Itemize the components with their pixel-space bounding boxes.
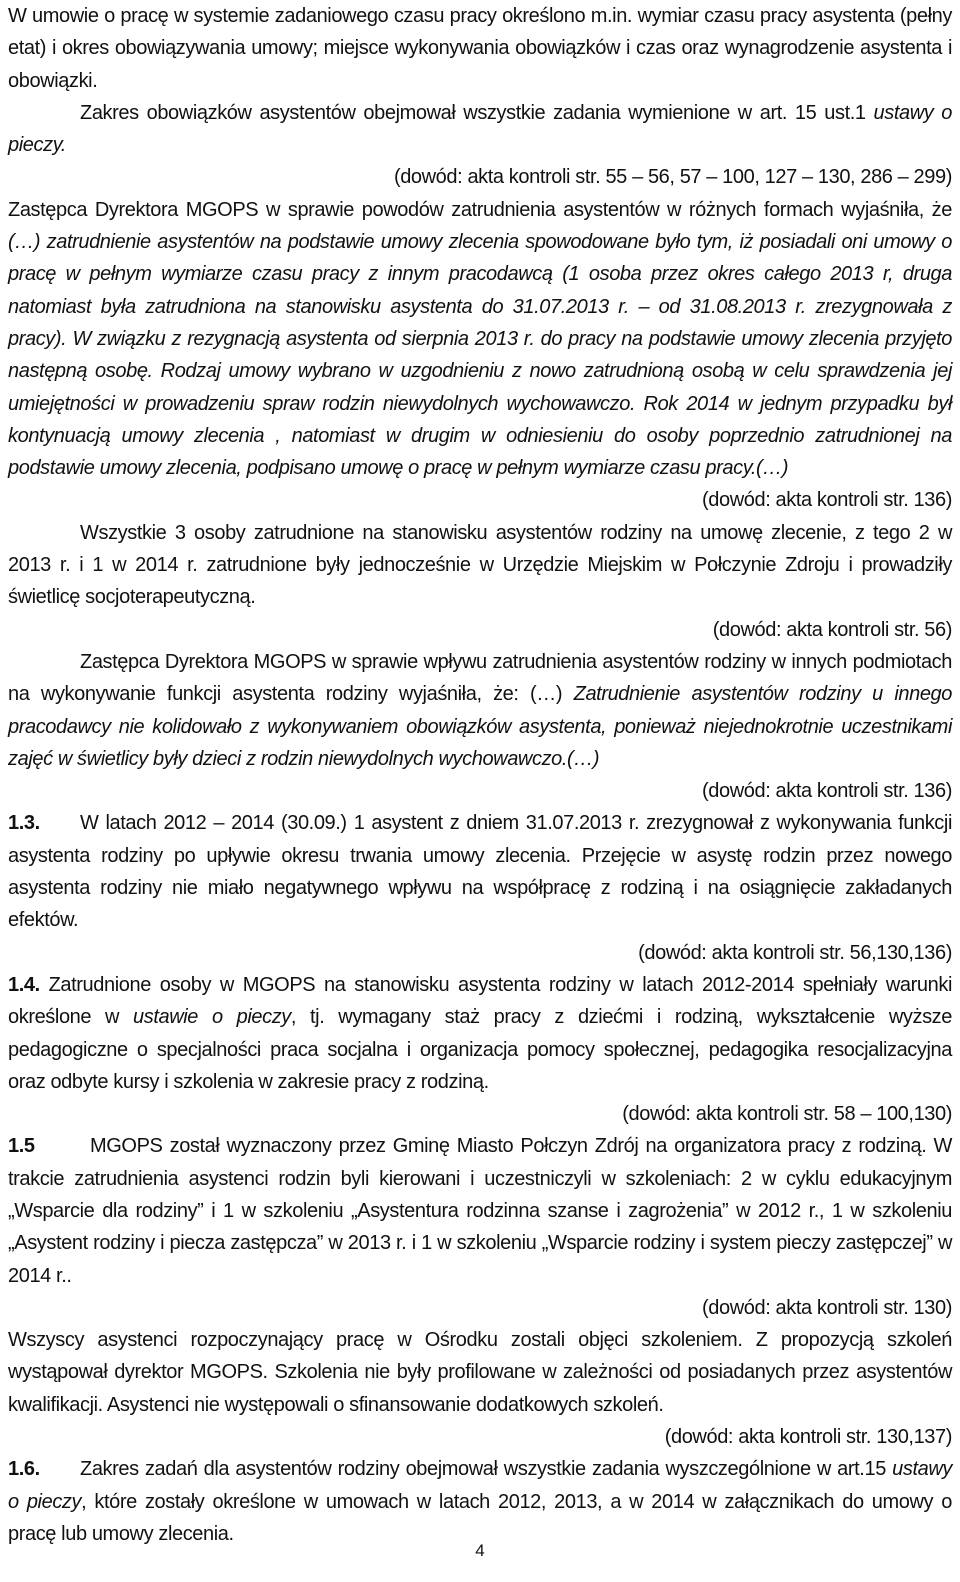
section-text: MGOPS został wyznaczony przez Gminę Miasto Połczyn Zdrój na organizatora pracy z rodziną. W trakcie zatrudnienia asystenci rodzin byli kierowani i uczestniczyli w szkoleniach: 2 w cyklu edukacyjnym „Wsparcie dla rodziny” i 1 w szkoleniu „Asystentura rodzinna szanse i zagrożenia” w 2012 r., 1 w szkoleniu „Asystent rodziny i piecza zastępcza” w 2013 r. i 1 w szkoleniu „Wsparcie rodziny i system pieczy zastępczej” w 2014 r.. — [8, 1135, 952, 1287]
paragraph-deputy-explanation — [8, 194, 952, 485]
section-number: 1.3. — [8, 812, 40, 835]
section-1-3 — [8, 807, 952, 936]
section-number: 1.6. — [8, 1458, 40, 1481]
duties-text: Zakres obowiązków asystentów obejmował wszystkie zadania wymienione w art. 15 ust.1 — [80, 101, 874, 124]
act-reference: ustawy o pieczy. — [8, 101, 952, 157]
explanation-quote: (…) zatrudnienie asystentów na podstawie umowy zlecenia spowodowane było tym, iż posiadali oni umowy o pracę w pełnym wymiarze czasu pracy z innym pracodawcą (1 osoba przez okres całego 2013 r, druga natomiast była zatrudniona na stanowisku asystenta do 31.07.2013 r. – od 31.08.2013 r. zrezygnowała z pracy). W związku z rezygnacją asystenta od sierpnia 2013 r. do pracy na podstawie umowy zlecenia przyjęto następną osobę. Rodzaj umowy wybrano w uzgodnieniu z nowo zatrudnioną osobą w celu sprawdzenia jej umiejętności w prowadzeniu spraw rodzin niewydolnych wychowawczo. Rok 2014 w jednym przypadku był kontynuacją umowy zlecenia , natomiast w drugim w odniesieniu do osoby poprzednio zatrudnionej na podstawie umowy zlecenia, podpisano umowę o pracę w pełnym wymiarze czasu pracy.(…) — [8, 231, 952, 480]
act-reference: ustawy o pieczy — [8, 1458, 952, 1513]
section-text: Zatrudnione osoby w MGOPS na stanowisku asystenta rodziny w latach 2012-2014 spełniały warunki określone w — [8, 973, 952, 1029]
page-number: 4 — [475, 1541, 485, 1560]
act-reference: ustawie o pieczy — [133, 1006, 291, 1029]
evidence-note-8: (dowód: akta kontroli str. 130,137) — [664, 1426, 952, 1449]
section-text: Zakres zadań dla asystentów rodziny obejmował wszystkie zadania wyszczególnione w art.15 — [80, 1458, 893, 1481]
other-employer-intro: Zastępca Dyrektora MGOPS w sprawie wpływu zatrudnienia asystentów rodziny w innych podmiotach na wykonywanie funkcji asystenta rodziny wyjaśniła, że: (…) — [8, 650, 952, 706]
paragraph-duties-scope — [8, 97, 952, 162]
evidence-note-7: (dowód: akta kontroli str. 130) — [702, 1296, 952, 1319]
paragraph-trainings: Wszyscy asystenci rozpoczynający pracę w Ośrodku zostali objęci szkoleniem. Z propozycją szkoleń wystąpował dyrektor MGOPS. Szkolenia nie były profilowane w zależności od posiadanych przez asystentów kwalifikacji. Asystenci nie występowali o sfinansowanie dodatkowych szkoleń. — [8, 1329, 952, 1416]
evidence-note-5: (dowód: akta kontroli str. 56,130,136) — [638, 941, 952, 964]
evidence-note-3: (dowód: akta kontroli str. 56) — [712, 618, 952, 641]
evidence-note-4: (dowód: akta kontroli str. 136) — [702, 780, 952, 803]
section-text: W latach 2012 – 2014 (30.09.) 1 asystent z dniem 31.07.2013 r. zrezygnował z wykonywania funkcji asystenta rodziny po upływie okresu trwania umowy zlecenia. Przejęcie w asystę rodzin przez nowego asystenta rodziny nie miało negatywnego wpływu na współpracę z rodziną i na osiągnięcie zakładanych efektów. — [8, 812, 952, 932]
paragraph-employment-contract: W umowie o pracę w systemie zadaniowego czasu pracy określono m.in. wymiar czasu pracy asystenta (pełny etat) i okres obowiązywania umowy; miejsce wykonywania obowiązków i czas oraz wynagrodzenie asystenta i obowiązki. — [8, 5, 952, 92]
section-1-6 — [8, 1453, 952, 1550]
section-number: 1.5 — [8, 1135, 35, 1158]
section-number: 1.4. — [8, 973, 40, 996]
explanation-intro: Zastępca Dyrektora MGOPS w sprawie powodów zatrudnienia asystentów w różnych formach wyjaśniła, że — [8, 198, 952, 221]
section-1-5 — [8, 1130, 952, 1291]
paragraph-other-employer — [8, 646, 952, 775]
paragraph-three-persons: Wszystkie 3 osoby zatrudnione na stanowisku asystentów rodziny na umowę zlecenie, z tego 2 w 2013 r. i 1 w 2014 r. zatrudnione były jednocześnie w Urzędzie Miejskim w Połczynie Zdroju i prowadziły świetlicę socjoterapeutyczną. — [8, 521, 952, 609]
section-1-4 — [8, 969, 952, 1098]
section-text-cont: , tj. wymagany staż pracy z dziećmi i rodziną, wykształcenie wyższe pedagogiczne o specjalności praca socjalna i organizacja pomocy społecznej, pedagogika resocjalizacyjna oraz odbyte kursy i szkolenia w zakresie pracy z rodziną. — [8, 1006, 952, 1093]
other-employer-quote: Zatrudnienie asystentów rodziny u innego pracodawcy nie kolidowało z wykonywaniem obowiązków asystenta, ponieważ niejednokrotnie uczestnikami zajęć w świetlicy były dzieci z rodzin niewydolnych wychowawczo.(…) — [8, 683, 952, 770]
evidence-note-1: (dowód: akta kontroli str. 55 – 56, 57 – 100, 127 – 130, 286 – 299) — [393, 166, 952, 189]
evidence-note-2: (dowód: akta kontroli str. 136) — [702, 489, 952, 512]
evidence-note-6: (dowód: akta kontroli str. 58 – 100,130) — [622, 1103, 952, 1126]
section-text-cont: , które zostały określone w umowach w latach 2012, 2013, a w 2014 w załącznikach do umowy o pracę lub umowy zlecenia. — [8, 1490, 952, 1545]
